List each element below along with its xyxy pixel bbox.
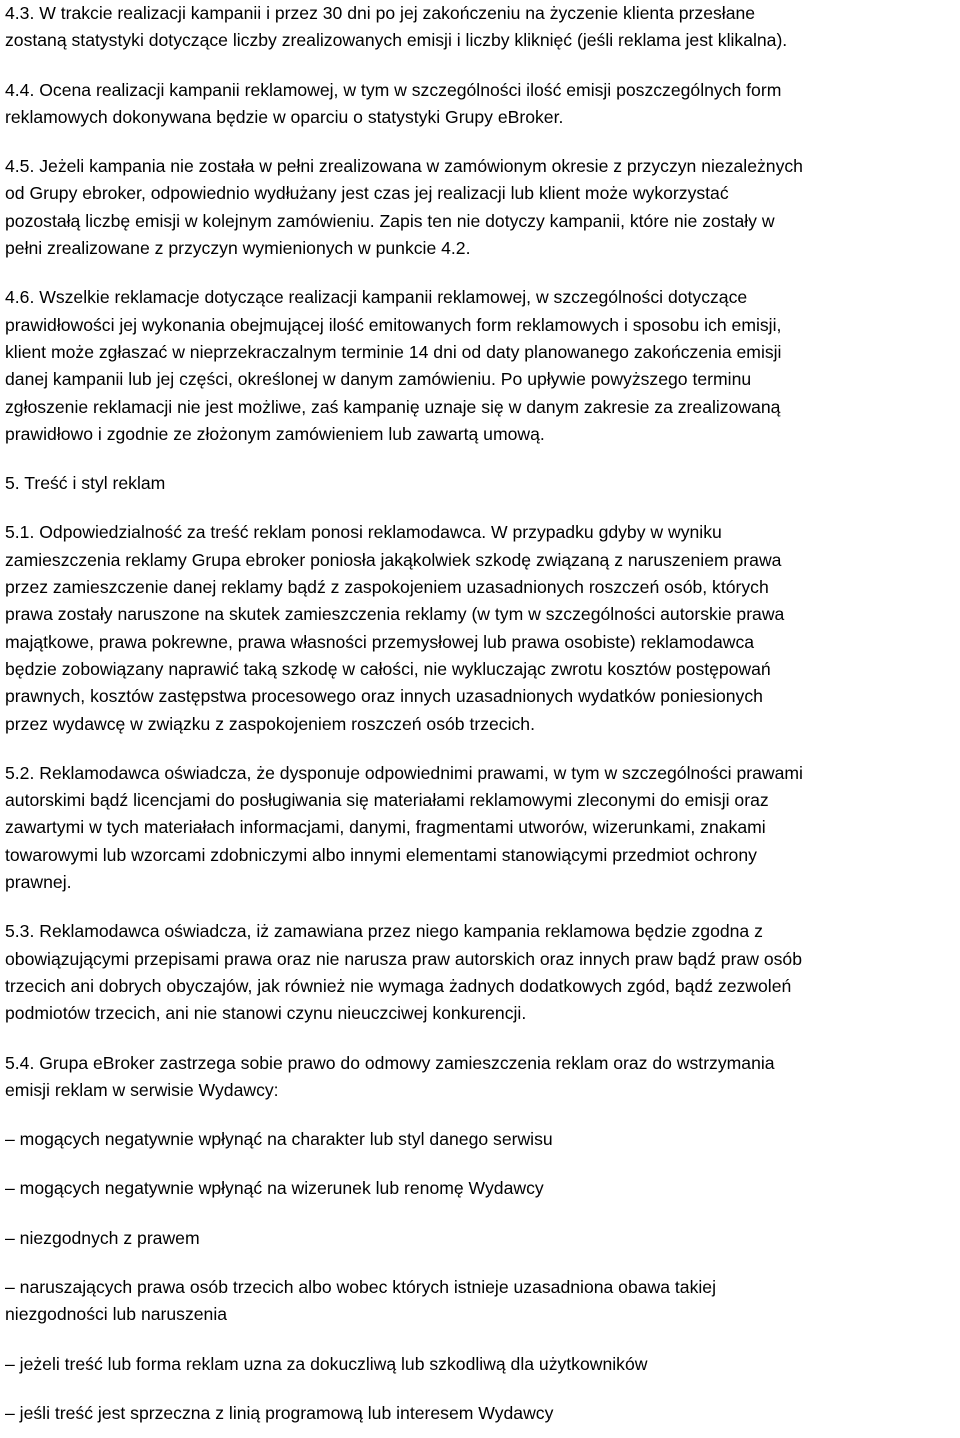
list-item: – mogących negatywnie wpłynąć na charakter lub styl danego serwisu	[5, 1129, 553, 1150]
paragraph-4-3: 4.3. W trakcie realizacji kampanii i przez 30 dni po jej zakończeniu na życzenie klienta przesłane zostaną statystyki dotyczące liczby zrealizowanych emisji i liczby kliknięć (jeśli reklama jest klikalna).	[5, 3, 788, 51]
list-item: – naruszających prawa osób trzecich albo wobec których istnieje uzasadniona obawa takiej niezgodności lub naruszenia	[5, 1276, 716, 1325]
list-item: – mogących negatywnie wpłynąć na wizerunek lub renomę Wydawcy	[5, 1178, 544, 1199]
section-heading-5: 5. Treść i styl reklam	[5, 473, 166, 494]
list-item: – jeżeli treść lub forma reklam uzna za dokuczliwą lub szkodliwą dla użytkowników	[5, 1353, 648, 1374]
paragraph-5-4: 5.4. Grupa eBroker zastrzega sobie prawo do odmowy zamieszczenia reklam oraz do wstrzymania emisji reklam w serwisie Wydawcy:	[5, 1052, 775, 1100]
list-item: – niezgodnych z prawem	[5, 1227, 200, 1248]
paragraph-4-6: 4.6. Wszelkie reklamacje dotyczące realizacji kampanii reklamowej, w szczególności dotyczące prawidłowości jej wykonania obejmującej ilość emitowanych form reklamowych i sposobu ich emisji, klient może zgłaszać w nieprzekraczalnym terminie 14 dni od daty planowanego zakończenia emisji danej kampanii lub jej części, określonej w danym zamówieniu. Po upływie powyższego terminu zgłoszenie reklamacji nie jest możliwe, zaś kampanię uznaje się w danym zakresie za zrealizowaną prawidłowo i zgodnie ze złożonym zamówieniem lub zawartą umową.	[5, 287, 782, 444]
document-body	[5, 0, 957, 1427]
paragraph-4-4: 4.4. Ocena realizacji kampanii reklamowej, w tym w szczególności ilość emisji poszczególnych form reklamowych dokonywana będzie w oparciu o statystyki Grupy eBroker.	[5, 79, 782, 127]
list-item: – jeśli treść jest sprzeczna z linią programową lub interesem Wydawcy	[5, 1402, 554, 1423]
paragraph-5-3: 5.3. Reklamodawca oświadcza, iż zamawiana przez niego kampania reklamowa będzie zgodna z obowiązującymi przepisami prawa oraz nie narusza praw autorskich oraz innych praw bądź praw osób trzecich ani dobrych obyczajów, jak również nie wymaga żadnych dodatkowych zgód, bądź zezwoleń podmiotów trzecich, ani nie stanowi czynu nieuczciwej konkurencji.	[5, 921, 802, 1024]
paragraph-4-5: 4.5. Jeżeli kampania nie została w pełni zrealizowana w zamówionym okresie z przyczyn niezależnych od Grupy ebroker, odpowiednio wydłużany jest czas jej realizacji lub klient może wykorzystać pozostałą liczbę emisji w kolejnym zamówieniu. Zapis ten nie dotyczy kampanii, które nie zostały w pełni zrealizowane z przyczyn wymienionych w punkcie 4.2.	[5, 156, 803, 259]
paragraph-5-2: 5.2. Reklamodawca oświadcza, że dysponuje odpowiednimi prawami, w tym w szczególności prawami autorskimi bądź licencjami do posługiwania się materiałami reklamowymi zleconymi do emisji oraz zawartymi w tych materiałach informacjami, danymi, fragmentami utworów, wizerunkami, znakami towarowymi lub wzorcami zdobniczymi albo innymi elementami stanowiącymi przedmiot ochrony prawnej.	[5, 762, 803, 893]
paragraph-5-1: 5.1. Odpowiedzialność za treść reklam ponosi reklamodawca. W przypadku gdyby w wyniku zamieszczenia reklamy Grupa ebroker poniosła jakąkolwiek szkodę związaną z naruszeniem prawa przez zamieszczenie danej reklamy bądź z zaspokojeniem uzasadnionych roszczeń osób, których prawa zostały naruszone na skutek zamieszczenia reklamy (w tym w szczególności autorskie prawa majątkowe, prawa pokrewne, prawa własności przemysłowej lub prawa osobiste) reklamodawca będzie zobowiązany naprawić taką szkodę w całości, nie wykluczając zwrotu kosztów postępowań prawnych, kosztów zastępstwa procesowego oraz innych uzasadnionych wydatków poniesionych przez wydawcę w związku z zaspokojeniem roszczeń osób trzecich.	[5, 522, 785, 734]
